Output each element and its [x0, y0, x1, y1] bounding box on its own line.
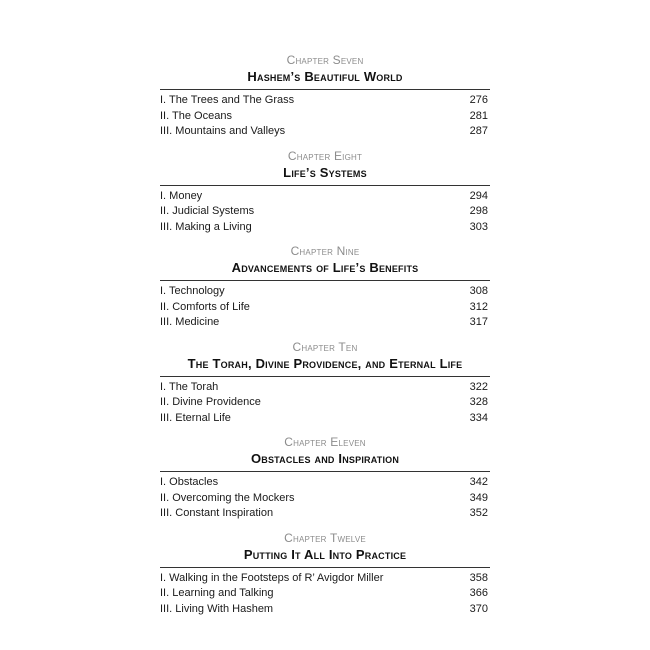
entry-page-number: 317	[469, 316, 488, 328]
toc-entry[interactable]	[160, 491, 490, 507]
toc-entry[interactable]	[160, 204, 490, 220]
entry-page-number: 349	[469, 491, 488, 504]
entry-label: II. The Oceans	[160, 109, 232, 122]
entry-label: I. Money	[160, 189, 203, 202]
toc-entry[interactable]	[160, 315, 490, 331]
entry-label: II. Comforts of Life	[160, 300, 250, 313]
chapter-number: Chapter Nine	[290, 244, 360, 258]
chapter-number: Chapter Eleven	[284, 435, 366, 449]
toc-entry[interactable]	[160, 189, 490, 205]
entry-page-number: 298	[469, 205, 488, 217]
chapter-9	[160, 244, 490, 331]
toc-entry[interactable]	[160, 380, 490, 396]
entry-label: III. Medicine	[160, 316, 220, 328]
chapter-divider	[160, 89, 490, 90]
chapter-divider	[160, 567, 490, 568]
entry-page-number: 303	[469, 220, 488, 233]
toc-entry[interactable]	[160, 109, 490, 125]
entry-label: I. Walking in the Footsteps of R’ Avigdor Miller	[160, 571, 384, 584]
entry-page-number: 366	[469, 587, 488, 599]
entry-label: I. The Torah	[160, 380, 219, 393]
entry-label: I. Technology	[160, 285, 225, 297]
toc-entry[interactable]	[160, 93, 490, 109]
chapter-number: Chapter Eight	[287, 148, 363, 163]
chapter-12	[160, 531, 490, 618]
entry-page-number: 334	[469, 411, 488, 424]
chapter-11	[160, 435, 490, 522]
toc-entry[interactable]	[160, 586, 490, 602]
entry-label: II. Learning and Talking	[160, 587, 274, 599]
toc-entry[interactable]	[160, 395, 490, 411]
entry-page-number: 312	[469, 300, 488, 313]
chapter-divider	[160, 471, 490, 472]
chapter-title: Putting It All Into Practice	[243, 546, 407, 562]
chapter-divider	[160, 376, 490, 377]
entry-page-number: 294	[469, 189, 488, 202]
chapter-8	[160, 149, 490, 236]
table-of-contents	[160, 53, 490, 617]
toc-entry[interactable]	[160, 220, 490, 236]
entry-page-number: 322	[469, 380, 488, 393]
entry-page-number: 276	[469, 94, 488, 106]
chapter-title: Advancements of Life’s Benefits	[231, 260, 419, 275]
entry-label: III. Living With Hashem	[160, 602, 274, 615]
chapter-number: Chapter Twelve	[284, 530, 366, 545]
entry-label: III. Making a Living	[160, 220, 252, 233]
entry-page-number: 328	[469, 396, 488, 408]
entry-page-number: 352	[469, 507, 488, 519]
entry-label: II. Judicial Systems	[160, 205, 255, 217]
chapter-7	[160, 53, 490, 140]
chapter-title: Hashem’s Beautiful World	[247, 69, 403, 84]
entry-label: I. The Trees and The Grass	[160, 94, 295, 106]
chapter-title: The Torah, Divine Providence, and Eternal Life	[187, 355, 463, 371]
toc-entry[interactable]	[160, 300, 490, 316]
toc-entry[interactable]	[160, 475, 490, 491]
entry-page-number: 342	[469, 476, 488, 488]
entry-label: II. Divine Providence	[160, 396, 261, 408]
chapter-title: Life’s Systems	[283, 164, 367, 180]
toc-entry[interactable]	[160, 506, 490, 522]
toc-entry[interactable]	[160, 284, 490, 300]
entry-page-number: 308	[469, 285, 488, 297]
toc-entry[interactable]	[160, 411, 490, 427]
toc-entry[interactable]	[160, 571, 490, 587]
entry-page-number: 358	[469, 571, 488, 584]
entry-label: II. Overcoming the Mockers	[160, 491, 295, 504]
chapter-title: Obstacles and Inspiration	[250, 451, 400, 466]
entry-label: III. Constant Inspiration	[160, 507, 274, 519]
entry-label: III. Eternal Life	[160, 411, 231, 424]
entry-page-number: 287	[469, 125, 488, 137]
entry-label: I. Obstacles	[160, 476, 219, 488]
chapter-number: Chapter Seven	[286, 53, 364, 67]
chapter-10	[160, 340, 490, 427]
entry-page-number: 281	[469, 109, 488, 122]
toc-entry[interactable]	[160, 602, 490, 618]
chapter-number: Chapter Ten	[292, 339, 358, 354]
entry-label: III. Mountains and Valleys	[160, 125, 286, 137]
chapter-divider	[160, 185, 490, 186]
toc-entry[interactable]	[160, 124, 490, 140]
entry-page-number: 370	[469, 602, 488, 615]
chapter-divider	[160, 280, 490, 281]
